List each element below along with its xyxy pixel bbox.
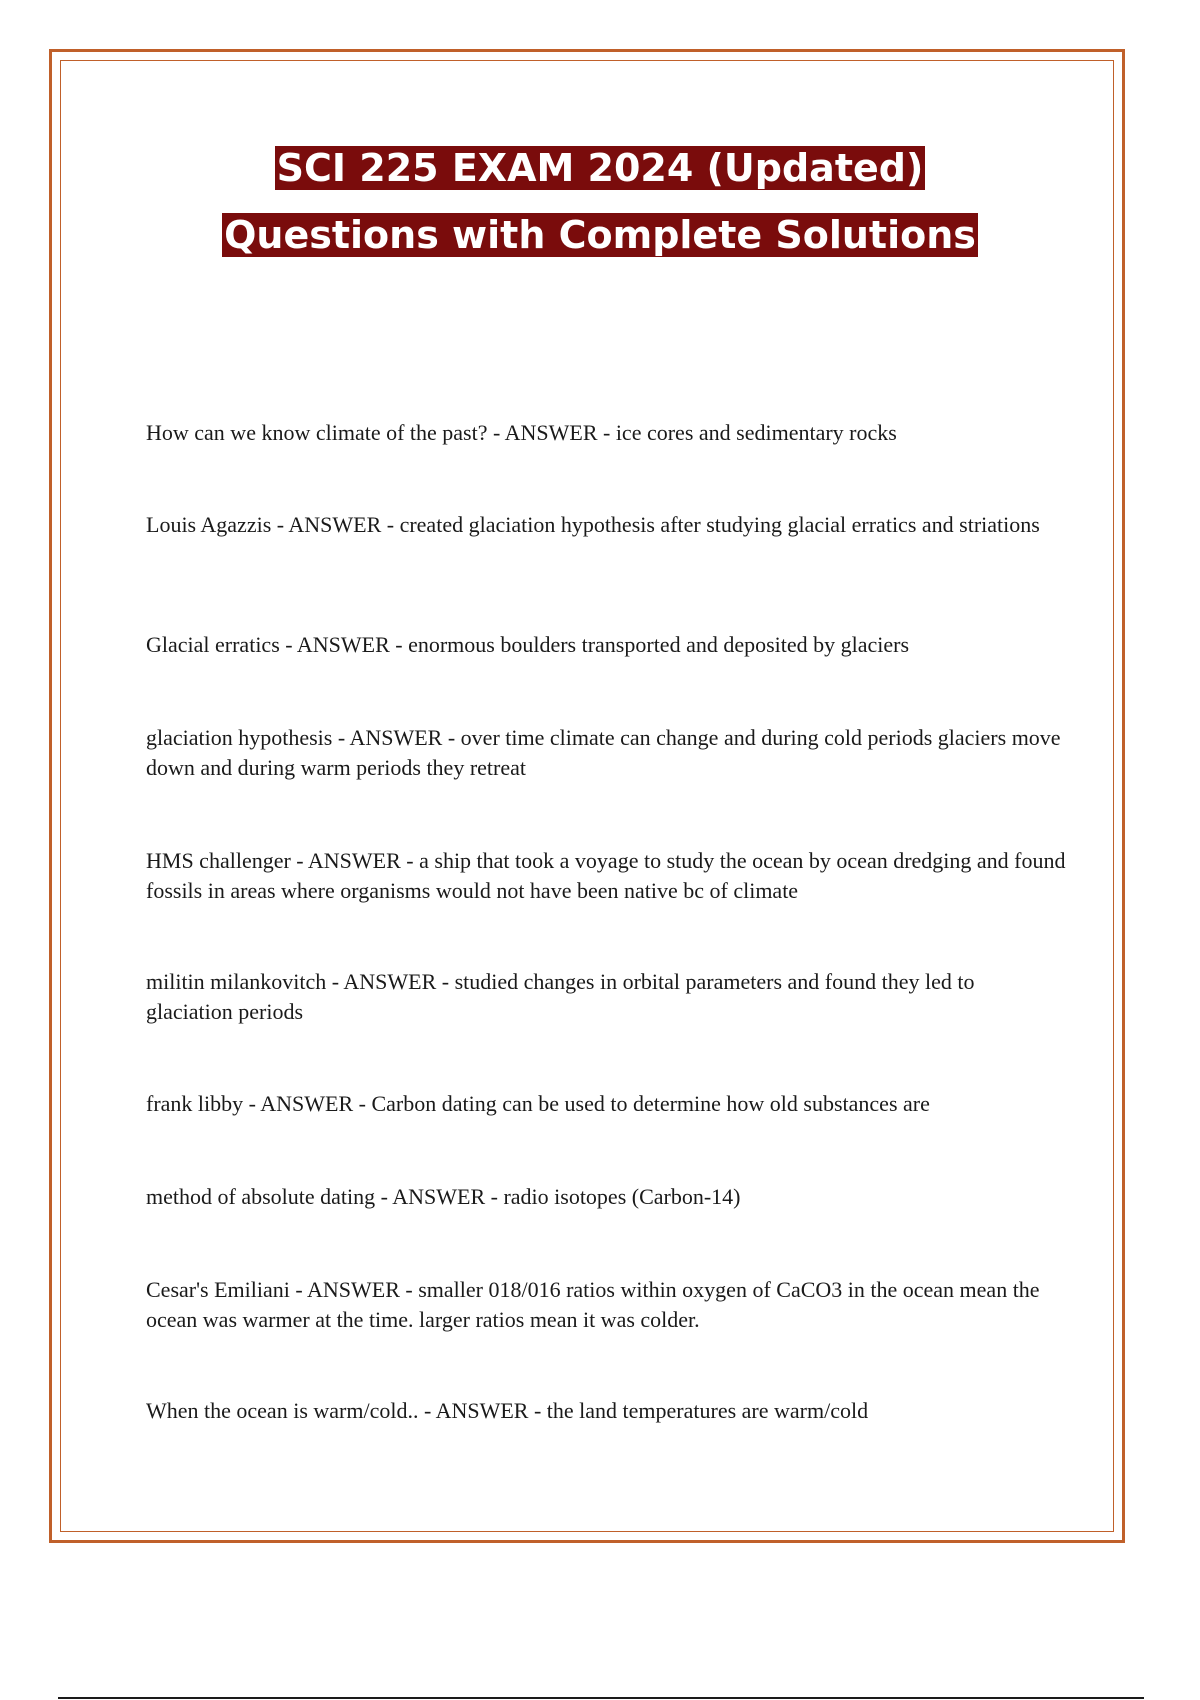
title-line-1-container — [0, 145, 1200, 191]
qa-item: frank libby - ANSWER - Carbon dating can be used to determine how old substances are — [146, 1091, 930, 1116]
qa-item: HMS challenger - ANSWER - a ship that took a voyage to study the ocean by ocean dredging and found fossils in areas where organisms would not have been native bc of climate — [146, 848, 1066, 903]
qa-item: Cesar's Emiliani - ANSWER - smaller 018/016 ratios within oxygen of CaCO3 in the ocean mean the ocean was warmer at the time. larger ratios mean it was colder. — [146, 1277, 1040, 1332]
qa-item: militin milankovitch - ANSWER - studied changes in orbital parameters and found they led to glaciation periods — [146, 969, 975, 1024]
document-title — [0, 145, 1200, 279]
qa-item: Louis Agazzis - ANSWER - created glaciation hypothesis after studying glacial erratics and striations — [146, 512, 1040, 537]
title-line-2-container — [0, 212, 1200, 258]
footer-rule — [58, 1697, 1144, 1699]
title-line-1: SCI 225 EXAM 2024 (Updated) — [276, 146, 924, 190]
qa-item: How can we know climate of the past? - ANSWER - ice cores and sedimentary rocks — [146, 420, 897, 445]
qa-item: When the ocean is warm/cold.. - ANSWER - the land temperatures are warm/cold — [146, 1398, 869, 1423]
title-line-2: Questions with Complete Solutions — [224, 213, 976, 257]
qa-item: glaciation hypothesis - ANSWER - over time climate can change and during cold periods glaciers move down and during warm periods they retreat — [146, 725, 1061, 780]
qa-item: Glacial erratics - ANSWER - enormous boulders transported and deposited by glaciers — [146, 632, 910, 657]
qa-item: method of absolute dating - ANSWER - radio isotopes (Carbon-14) — [146, 1184, 741, 1209]
